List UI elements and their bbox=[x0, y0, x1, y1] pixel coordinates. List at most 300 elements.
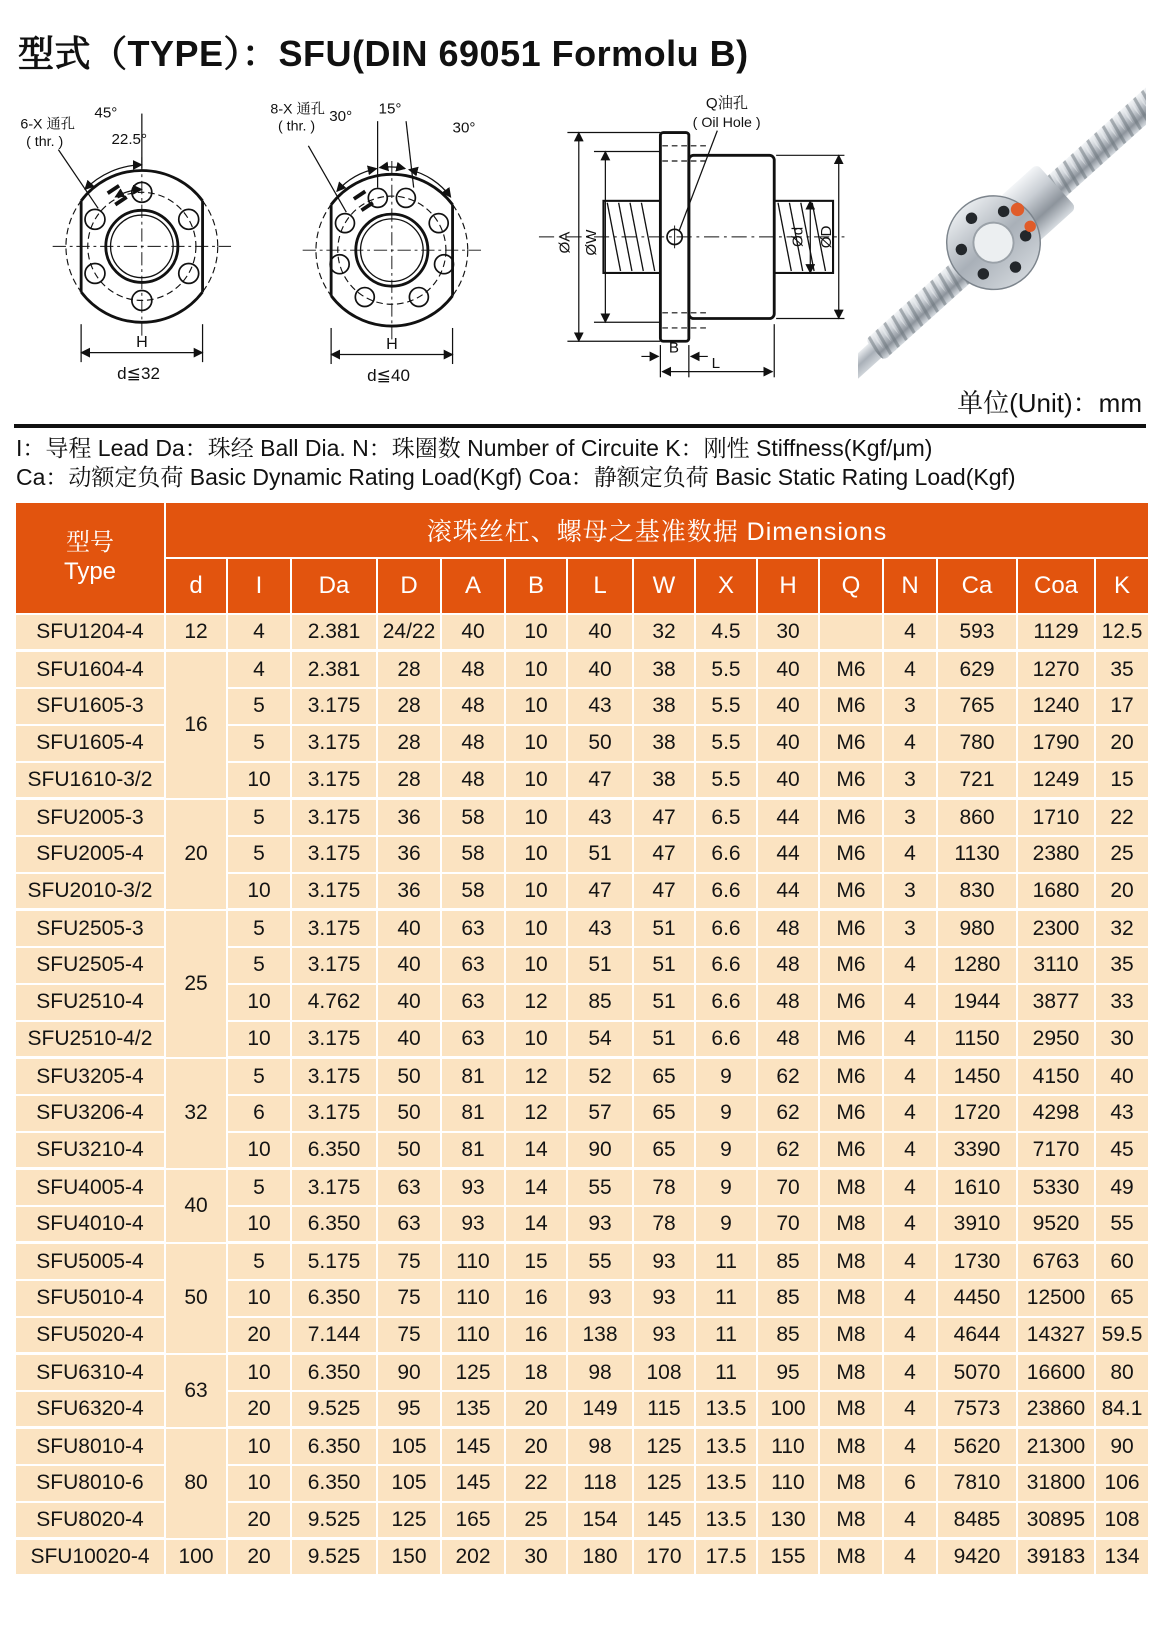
table-cell: M8 bbox=[819, 1502, 883, 1539]
table-cell: 65 bbox=[633, 1095, 695, 1132]
table-cell: 3390 bbox=[937, 1132, 1017, 1169]
table-cell: 16 bbox=[505, 1317, 567, 1354]
table-cell: 70 bbox=[757, 1169, 819, 1206]
row-type-cell: SFU8020-4 bbox=[15, 1502, 165, 1539]
table-cell: 10 bbox=[227, 1021, 291, 1058]
table-cell: 28 bbox=[377, 725, 441, 762]
table-cell: 860 bbox=[937, 799, 1017, 836]
table-cell: 6.6 bbox=[695, 873, 757, 910]
table-cell: 48 bbox=[757, 1021, 819, 1058]
table-cell: 20 bbox=[227, 1502, 291, 1539]
table-cell: 40 bbox=[377, 947, 441, 984]
table-cell: 10 bbox=[505, 910, 567, 947]
table-cell: 4 bbox=[883, 1021, 937, 1058]
table-cell: 108 bbox=[633, 1354, 695, 1391]
table-cell: 31800 bbox=[1017, 1465, 1095, 1502]
table-cell: 47 bbox=[633, 799, 695, 836]
table-cell: 1710 bbox=[1017, 799, 1095, 836]
d-group-cell: 100 bbox=[165, 1539, 227, 1576]
table-cell: 40 bbox=[377, 910, 441, 947]
table-cell: 48 bbox=[757, 947, 819, 984]
table-cell: 6.350 bbox=[291, 1280, 377, 1317]
table-cell: M6 bbox=[819, 688, 883, 725]
table-row bbox=[15, 1539, 1149, 1576]
table-cell: 85 bbox=[757, 1280, 819, 1317]
table-cell: 3 bbox=[883, 910, 937, 947]
table-cell: 78 bbox=[633, 1169, 695, 1206]
table-cell: 51 bbox=[633, 947, 695, 984]
table-cell: 63 bbox=[377, 1206, 441, 1243]
table-cell: 25 bbox=[1095, 836, 1149, 873]
col-header-a: A bbox=[441, 558, 505, 614]
section-diaW-label: ØW bbox=[582, 229, 600, 256]
table-cell: 75 bbox=[377, 1280, 441, 1317]
table-cell: 3.175 bbox=[291, 1095, 377, 1132]
table-cell: 50 bbox=[377, 1132, 441, 1169]
table-cell: 50 bbox=[377, 1058, 441, 1095]
table-cell: 9420 bbox=[937, 1539, 1017, 1576]
d-group-cell: 25 bbox=[165, 910, 227, 1058]
table-cell: 3.175 bbox=[291, 947, 377, 984]
col-header-type-cn: 型号 bbox=[66, 529, 114, 557]
table-cell: 58 bbox=[441, 836, 505, 873]
table-cell: 5.5 bbox=[695, 688, 757, 725]
table-cell: 63 bbox=[441, 984, 505, 1021]
table-cell: 9 bbox=[695, 1206, 757, 1243]
table-cell: 3 bbox=[883, 688, 937, 725]
d-group-cell: 63 bbox=[165, 1354, 227, 1428]
row-type-cell: SFU8010-6 bbox=[15, 1465, 165, 1502]
table-cell: 4 bbox=[883, 1280, 937, 1317]
table-cell: M8 bbox=[819, 1539, 883, 1576]
table-cell: 6.350 bbox=[291, 1354, 377, 1391]
table-cell: 20 bbox=[1095, 725, 1149, 762]
table-cell: 85 bbox=[757, 1317, 819, 1354]
table-cell: M6 bbox=[819, 1095, 883, 1132]
table-cell: 10 bbox=[227, 1206, 291, 1243]
col-header-b: B bbox=[505, 558, 567, 614]
table-cell: 5.5 bbox=[695, 725, 757, 762]
table-cell: 145 bbox=[441, 1465, 505, 1502]
col-header-q: Q bbox=[819, 558, 883, 614]
flange8-angle-dims bbox=[308, 121, 450, 212]
col-header-w: W bbox=[633, 558, 695, 614]
table-cell: 10 bbox=[227, 984, 291, 1021]
table-cell: 3 bbox=[883, 762, 937, 799]
table-cell: 110 bbox=[757, 1465, 819, 1502]
table-cell: 90 bbox=[567, 1132, 633, 1169]
d-group-cell: 80 bbox=[165, 1428, 227, 1539]
table-cell: 40 bbox=[567, 651, 633, 688]
section-diaD-label: ØD bbox=[818, 225, 836, 249]
table-cell: M8 bbox=[819, 1243, 883, 1280]
row-type-cell: SFU3210-4 bbox=[15, 1132, 165, 1169]
table-cell: 9520 bbox=[1017, 1206, 1095, 1243]
table-cell: 4 bbox=[883, 1428, 937, 1465]
table-cell: 4 bbox=[883, 1391, 937, 1428]
d-group-cell: 12 bbox=[165, 614, 227, 651]
table-cell: 43 bbox=[567, 688, 633, 725]
table-cell: 11 bbox=[695, 1243, 757, 1280]
table-cell: 100 bbox=[757, 1391, 819, 1428]
table-cell: 7810 bbox=[937, 1465, 1017, 1502]
table-cell: 765 bbox=[937, 688, 1017, 725]
table-cell: 9 bbox=[695, 1095, 757, 1132]
table-cell: 81 bbox=[441, 1058, 505, 1095]
table-cell: 5 bbox=[227, 1058, 291, 1095]
table-cell: 5 bbox=[227, 725, 291, 762]
table-cell: 4 bbox=[883, 1169, 937, 1206]
table-cell: 63 bbox=[441, 1021, 505, 1058]
table-row bbox=[15, 614, 1149, 651]
table-cell: 40 bbox=[441, 614, 505, 651]
table-cell: 10 bbox=[227, 873, 291, 910]
table-cell: 58 bbox=[441, 799, 505, 836]
table-cell: 110 bbox=[441, 1317, 505, 1354]
table-cell: 110 bbox=[757, 1428, 819, 1465]
row-type-cell: SFU10020-4 bbox=[15, 1539, 165, 1576]
d-group-cell: 16 bbox=[165, 651, 227, 799]
table-cell: 17.5 bbox=[695, 1539, 757, 1576]
row-type-cell: SFU6310-4 bbox=[15, 1354, 165, 1391]
ballscrew-photo bbox=[858, 87, 1146, 383]
table-cell: 47 bbox=[633, 873, 695, 910]
table-cell: 10 bbox=[505, 873, 567, 910]
table-cell: 5 bbox=[227, 1243, 291, 1280]
table-cell: 85 bbox=[567, 984, 633, 1021]
table-cell: 202 bbox=[441, 1539, 505, 1576]
table-cell: 3 bbox=[883, 799, 937, 836]
table-cell: 3.175 bbox=[291, 910, 377, 947]
table-cell: 15 bbox=[505, 1243, 567, 1280]
table-cell: 4 bbox=[883, 1317, 937, 1354]
table-row bbox=[15, 910, 1149, 947]
table-cell: 10 bbox=[505, 725, 567, 762]
page-title: 型式（TYPE）：SFU(DIN 69051 Formolu B) bbox=[18, 33, 749, 74]
table-cell: 4 bbox=[883, 1206, 937, 1243]
table-cell: 78 bbox=[633, 1206, 695, 1243]
table-cell: 38 bbox=[633, 688, 695, 725]
table-cell: 48 bbox=[757, 984, 819, 1021]
table-cell: 6.6 bbox=[695, 984, 757, 1021]
table-cell: 6.350 bbox=[291, 1206, 377, 1243]
table-cell: 65 bbox=[633, 1132, 695, 1169]
row-type-cell: SFU3205-4 bbox=[15, 1058, 165, 1095]
table-cell: 2380 bbox=[1017, 836, 1095, 873]
table-cell: 3110 bbox=[1017, 947, 1095, 984]
table-cell: 40 bbox=[757, 725, 819, 762]
table-cell: 85 bbox=[757, 1243, 819, 1280]
table-cell: 30895 bbox=[1017, 1502, 1095, 1539]
table-cell: 48 bbox=[441, 651, 505, 688]
table-cell: 40 bbox=[757, 651, 819, 688]
col-header-l: L bbox=[567, 558, 633, 614]
table-cell: 48 bbox=[757, 910, 819, 947]
table-cell: 20 bbox=[227, 1539, 291, 1576]
table-cell: 93 bbox=[633, 1280, 695, 1317]
table-cell: 22 bbox=[1095, 799, 1149, 836]
table-cell: 40 bbox=[567, 614, 633, 651]
table-cell: 1280 bbox=[937, 947, 1017, 984]
table-cell: 145 bbox=[633, 1502, 695, 1539]
table-cell: 6.350 bbox=[291, 1428, 377, 1465]
table-cell: 4 bbox=[883, 984, 937, 1021]
section-oil-en-label: ( Oil Hole ) bbox=[692, 114, 761, 131]
flange8-d-label: d≦40 bbox=[367, 366, 410, 383]
table-cell: 105 bbox=[377, 1428, 441, 1465]
table-cell: 4 bbox=[883, 651, 937, 688]
table-cell: 4 bbox=[883, 836, 937, 873]
table-cell: M8 bbox=[819, 1428, 883, 1465]
table-cell: 50 bbox=[377, 1095, 441, 1132]
row-type-cell: SFU2505-3 bbox=[15, 910, 165, 947]
table-cell: 593 bbox=[937, 614, 1017, 651]
table-cell: 16 bbox=[505, 1280, 567, 1317]
table-cell: 3910 bbox=[937, 1206, 1017, 1243]
row-type-cell: SFU2505-4 bbox=[15, 947, 165, 984]
table-cell: 62 bbox=[757, 1058, 819, 1095]
table-cell: 93 bbox=[633, 1243, 695, 1280]
table-cell: 138 bbox=[567, 1317, 633, 1354]
table-cell: 4 bbox=[883, 725, 937, 762]
table-cell: 35 bbox=[1095, 651, 1149, 688]
table-cell: 63 bbox=[377, 1169, 441, 1206]
table-cell: 115 bbox=[633, 1391, 695, 1428]
table-cell: 55 bbox=[567, 1169, 633, 1206]
col-header-x: X bbox=[695, 558, 757, 614]
col-header-da: Da bbox=[291, 558, 377, 614]
table-cell: 6.6 bbox=[695, 910, 757, 947]
table-cell: 4 bbox=[227, 651, 291, 688]
table-cell: 6.6 bbox=[695, 836, 757, 873]
table-cell: 10 bbox=[505, 947, 567, 984]
table-cell: 5 bbox=[227, 836, 291, 873]
table-cell: 55 bbox=[567, 1243, 633, 1280]
table-cell: 40 bbox=[757, 688, 819, 725]
table-cell: 65 bbox=[1095, 1280, 1149, 1317]
table-cell: 80 bbox=[1095, 1354, 1149, 1391]
table-cell: 980 bbox=[937, 910, 1017, 947]
table-cell: 7170 bbox=[1017, 1132, 1095, 1169]
row-type-cell: SFU6320-4 bbox=[15, 1391, 165, 1428]
table-cell: 10 bbox=[505, 799, 567, 836]
table-cell: 10 bbox=[227, 1280, 291, 1317]
table-cell: 40 bbox=[377, 984, 441, 1021]
table-cell: 1944 bbox=[937, 984, 1017, 1021]
table-cell: 1720 bbox=[937, 1095, 1017, 1132]
table-cell: 36 bbox=[377, 836, 441, 873]
table-cell: 1450 bbox=[937, 1058, 1017, 1095]
table-row bbox=[15, 1169, 1149, 1206]
table-cell: 10 bbox=[505, 651, 567, 688]
table-cell: 95 bbox=[377, 1391, 441, 1428]
table-cell: 4 bbox=[883, 1539, 937, 1576]
table-cell: 4 bbox=[883, 947, 937, 984]
table-cell: 2.381 bbox=[291, 651, 377, 688]
unit-label: 单位(Unit)：mm bbox=[957, 388, 1142, 418]
table-cell: 54 bbox=[567, 1021, 633, 1058]
table-row bbox=[15, 651, 1149, 688]
table-cell: 43 bbox=[567, 799, 633, 836]
table-cell: 3 bbox=[883, 873, 937, 910]
table-cell: 1240 bbox=[1017, 688, 1095, 725]
table-cell: 13.5 bbox=[695, 1465, 757, 1502]
table-cell: 4298 bbox=[1017, 1095, 1095, 1132]
table-cell: 9 bbox=[695, 1132, 757, 1169]
table-cell: 43 bbox=[567, 910, 633, 947]
table-cell: 1610 bbox=[937, 1169, 1017, 1206]
table-row bbox=[15, 1428, 1149, 1465]
table-cell: 51 bbox=[633, 984, 695, 1021]
flange-drawing-6hole bbox=[14, 87, 264, 383]
row-type-cell: SFU4005-4 bbox=[15, 1169, 165, 1206]
row-type-cell: SFU2005-3 bbox=[15, 799, 165, 836]
flange6-holes-label: 6-X 通孔 bbox=[20, 116, 75, 133]
table-cell: 3.175 bbox=[291, 725, 377, 762]
row-type-cell: SFU2005-4 bbox=[15, 836, 165, 873]
table-cell: M6 bbox=[819, 799, 883, 836]
table-cell: 44 bbox=[757, 799, 819, 836]
table-cell: 4 bbox=[883, 1354, 937, 1391]
table-cell: 93 bbox=[441, 1169, 505, 1206]
table-cell: 44 bbox=[757, 873, 819, 910]
table-cell: 8485 bbox=[937, 1502, 1017, 1539]
table-cell: 43 bbox=[1095, 1095, 1149, 1132]
table-cell: 9.525 bbox=[291, 1539, 377, 1576]
table-cell: 9.525 bbox=[291, 1391, 377, 1428]
table-cell: 3.175 bbox=[291, 836, 377, 873]
table-cell: M6 bbox=[819, 984, 883, 1021]
table-cell: 49 bbox=[1095, 1169, 1149, 1206]
table-cell: 3.175 bbox=[291, 1169, 377, 1206]
table-cell: 12.5 bbox=[1095, 614, 1149, 651]
table-cell: 59.5 bbox=[1095, 1317, 1149, 1354]
table-cell: 28 bbox=[377, 762, 441, 799]
col-header-ca: Ca bbox=[937, 558, 1017, 614]
table-cell: 5 bbox=[227, 1169, 291, 1206]
table-cell: 125 bbox=[441, 1354, 505, 1391]
table-cell: 20 bbox=[227, 1391, 291, 1428]
table-cell: 52 bbox=[567, 1058, 633, 1095]
table-cell: 60 bbox=[1095, 1243, 1149, 1280]
flange8-angle15-label: 15° bbox=[378, 100, 402, 118]
table-cell: 90 bbox=[377, 1354, 441, 1391]
table-cell: 70 bbox=[757, 1206, 819, 1243]
section-oil-cn-label: Q油孔 bbox=[705, 94, 749, 112]
legend-line-2: Ca：动额定负荷 Basic Dynamic Rating Load(Kgf) Coa：静额定负荷 Basic Static Rating Load(Kgf) bbox=[16, 464, 1016, 491]
table-cell: 36 bbox=[377, 873, 441, 910]
section-diaA-label: ØA bbox=[556, 231, 574, 254]
table-cell: 3877 bbox=[1017, 984, 1095, 1021]
ballscrew-photo-group bbox=[858, 87, 1146, 383]
table-cell: 93 bbox=[567, 1206, 633, 1243]
table-cell: 3.175 bbox=[291, 799, 377, 836]
section-diad-label: Ød bbox=[789, 226, 807, 248]
table-cell: 2.381 bbox=[291, 614, 377, 651]
table-cell: 63 bbox=[441, 910, 505, 947]
table-cell: 10 bbox=[227, 762, 291, 799]
table-cell: 22 bbox=[505, 1465, 567, 1502]
row-type-cell: SFU1604-4 bbox=[15, 651, 165, 688]
col-header-type bbox=[15, 502, 165, 614]
table-cell: 13.5 bbox=[695, 1502, 757, 1539]
table-cell: M8 bbox=[819, 1206, 883, 1243]
table-cell: 55 bbox=[1095, 1206, 1149, 1243]
table-cell: 1249 bbox=[1017, 762, 1095, 799]
table-cell: 20 bbox=[505, 1391, 567, 1428]
table-cell: 110 bbox=[441, 1243, 505, 1280]
col-header-n: N bbox=[883, 558, 937, 614]
table-cell: 830 bbox=[937, 873, 1017, 910]
table-cell: 10 bbox=[227, 1428, 291, 1465]
table-cell: 1150 bbox=[937, 1021, 1017, 1058]
table-cell: 134 bbox=[1095, 1539, 1149, 1576]
section-l-label: L bbox=[711, 354, 721, 372]
dimensions-table bbox=[14, 501, 1150, 1578]
row-type-cell: SFU5010-4 bbox=[15, 1280, 165, 1317]
table-cell: 125 bbox=[633, 1465, 695, 1502]
table-cell: 5 bbox=[227, 947, 291, 984]
table-cell: M6 bbox=[819, 1132, 883, 1169]
table-cell: 81 bbox=[441, 1095, 505, 1132]
table-cell: 3.175 bbox=[291, 873, 377, 910]
table-cell: 3.175 bbox=[291, 1058, 377, 1095]
table-cell: 47 bbox=[567, 762, 633, 799]
section-b-label: B bbox=[668, 339, 680, 357]
table-cell: 15 bbox=[1095, 762, 1149, 799]
table-cell: 33 bbox=[1095, 984, 1149, 1021]
table-cell: 2950 bbox=[1017, 1021, 1095, 1058]
row-type-cell: SFU4010-4 bbox=[15, 1206, 165, 1243]
table-cell: 32 bbox=[1095, 910, 1149, 947]
flange8-thr-label: ( thr. ) bbox=[278, 118, 316, 135]
table-cell: 93 bbox=[441, 1206, 505, 1243]
table-cell: 50 bbox=[567, 725, 633, 762]
table-cell: 10 bbox=[505, 614, 567, 651]
table-cell: 16600 bbox=[1017, 1354, 1095, 1391]
table-header-row bbox=[15, 502, 1149, 558]
table-cell: 10 bbox=[505, 688, 567, 725]
table-cell: M6 bbox=[819, 651, 883, 688]
table-cell: 18 bbox=[505, 1354, 567, 1391]
table-cell: 6.350 bbox=[291, 1132, 377, 1169]
table-cell: 4 bbox=[883, 1132, 937, 1169]
table-cell: 11 bbox=[695, 1354, 757, 1391]
table-cell: 108 bbox=[1095, 1502, 1149, 1539]
table-cell: 1680 bbox=[1017, 873, 1095, 910]
flange8-angle30r-label: 30° bbox=[452, 119, 476, 137]
table-cell: 12 bbox=[505, 1058, 567, 1095]
table-cell: 98 bbox=[567, 1354, 633, 1391]
table-cell: 4.5 bbox=[695, 614, 757, 651]
table-cell: 145 bbox=[441, 1428, 505, 1465]
table-cell: 7.144 bbox=[291, 1317, 377, 1354]
table-cell: 780 bbox=[937, 725, 1017, 762]
table-cell: 6.6 bbox=[695, 947, 757, 984]
table-cell: 5330 bbox=[1017, 1169, 1095, 1206]
table-cell: 95 bbox=[757, 1354, 819, 1391]
row-type-cell: SFU1610-3/2 bbox=[15, 762, 165, 799]
table-cell: 1130 bbox=[937, 836, 1017, 873]
table-cell: 51 bbox=[567, 947, 633, 984]
table-cell: 13.5 bbox=[695, 1391, 757, 1428]
flange6-d-label: d≦32 bbox=[117, 364, 160, 383]
table-cell: 90 bbox=[1095, 1428, 1149, 1465]
table-subheader-row bbox=[15, 558, 1149, 614]
table-cell: 93 bbox=[633, 1317, 695, 1354]
table-cell: 93 bbox=[567, 1280, 633, 1317]
table-cell: 40 bbox=[1095, 1058, 1149, 1095]
